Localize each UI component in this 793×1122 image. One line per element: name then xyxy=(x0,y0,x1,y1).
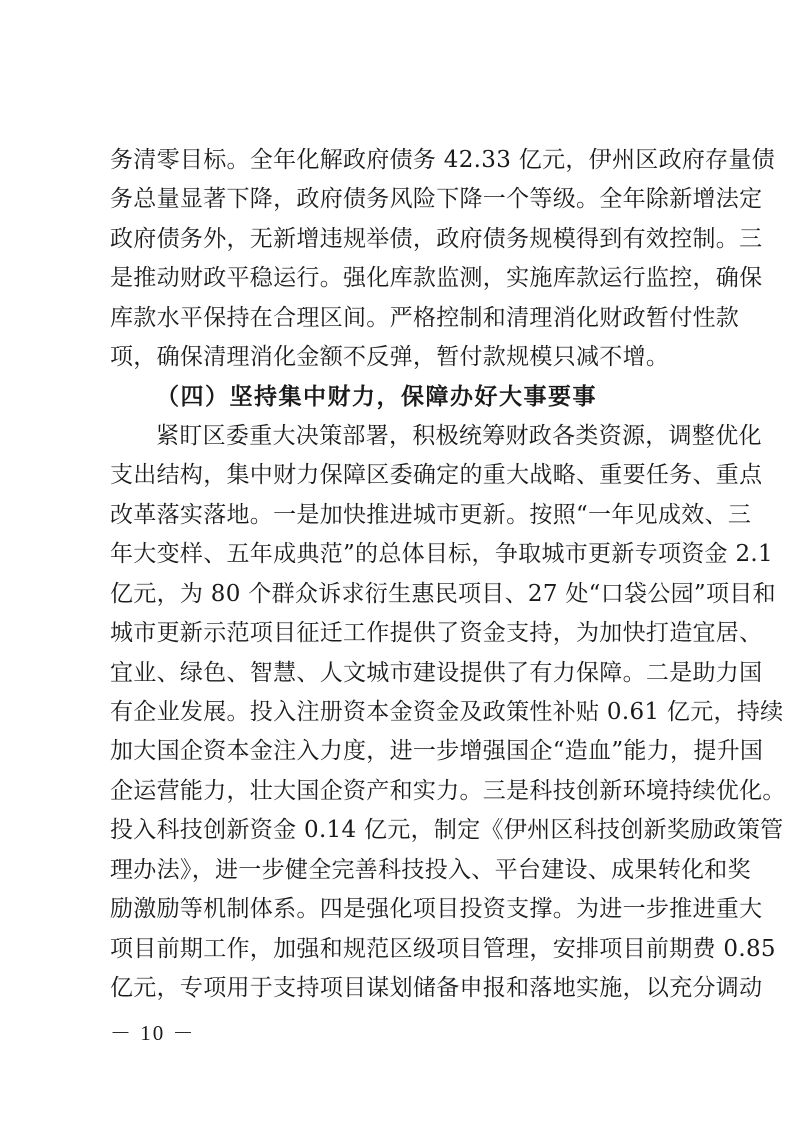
body-text-line: 亿元，为 80 个群众诉求衍生惠民项目、27 处“口袋公园”项目和 xyxy=(110,581,776,607)
body-text-line: 项目前期工作，加强和规范区级项目管理，安排项目前期费 0.85 xyxy=(110,936,776,962)
body-text-line: 亿元，专项用于支持项目谋划储备申报和落地实施，以充分调动 xyxy=(110,975,763,1001)
body-text-line: 年大变样、五年成典范”的总体目标，争取城市更新专项资金 2.1 xyxy=(110,541,773,567)
body-text-line: 企运营能力，壮大国企资产和实力。三是科技创新环境持续优化。 xyxy=(110,778,786,804)
body-text-line: 是推动财政平稳运行。强化库款监测，实施库款运行监控，确保 xyxy=(110,265,763,291)
body-text-line: 务清零目标。全年化解政府债务 42.33 亿元，伊州区政府存量债 xyxy=(110,147,776,173)
body-text-line: 紧盯区委重大决策部署，积极统筹财政各类资源，调整优化 xyxy=(156,423,762,449)
body-text-line: 务总量显著下降，政府债务风险下降一个等级。全年除新增法定 xyxy=(110,186,763,212)
body-text-line: 加大国企资本金注入力度，进一步增强国企“造血”能力，提升国 xyxy=(110,738,764,764)
page-number: － 10 － xyxy=(110,1021,196,1045)
body-text-line: 励激励等机制体系。四是强化项目投资支撑。为进一步推进重大 xyxy=(110,896,763,922)
section-heading: （四）坚持集中财力，保障办好大事要事 xyxy=(156,383,597,410)
body-text-line: 项，确保清理消化金额不反弹，暂付款规模只减不增。 xyxy=(110,344,670,370)
body-text-line: 改革落实落地。一是加快推进城市更新。按照“一年见成效、三 xyxy=(110,502,752,528)
body-text-line: 库款水平保持在合理区间。严格控制和清理消化财政暂付性款 xyxy=(110,305,740,331)
body-text-line: 宜业、绿色、智慧、人文城市建设提供了有力保障。二是助力国 xyxy=(110,660,763,686)
body-text-line: 城市更新示范项目征迁工作提供了资金支持，为加快打造宜居、 xyxy=(110,620,763,646)
body-text-line: 有企业发展。投入注册资本金资金及政策性补贴 0.61 亿元，持续 xyxy=(110,699,784,725)
body-text-line: 支出结构，集中财力保障区委确定的重大战略、重要任务、重点 xyxy=(110,462,763,488)
body-text-line: 理办法》，进一步健全完善科技投入、平台建设、成果转化和奖 xyxy=(110,857,751,883)
body-text-line: 政府债务外，无新增违规举债，政府债务规模得到有效控制。三 xyxy=(110,226,763,252)
body-text-line: 投入科技创新资金 0.14 亿元，制定《伊州区科技创新奖励政策管 xyxy=(110,817,784,843)
